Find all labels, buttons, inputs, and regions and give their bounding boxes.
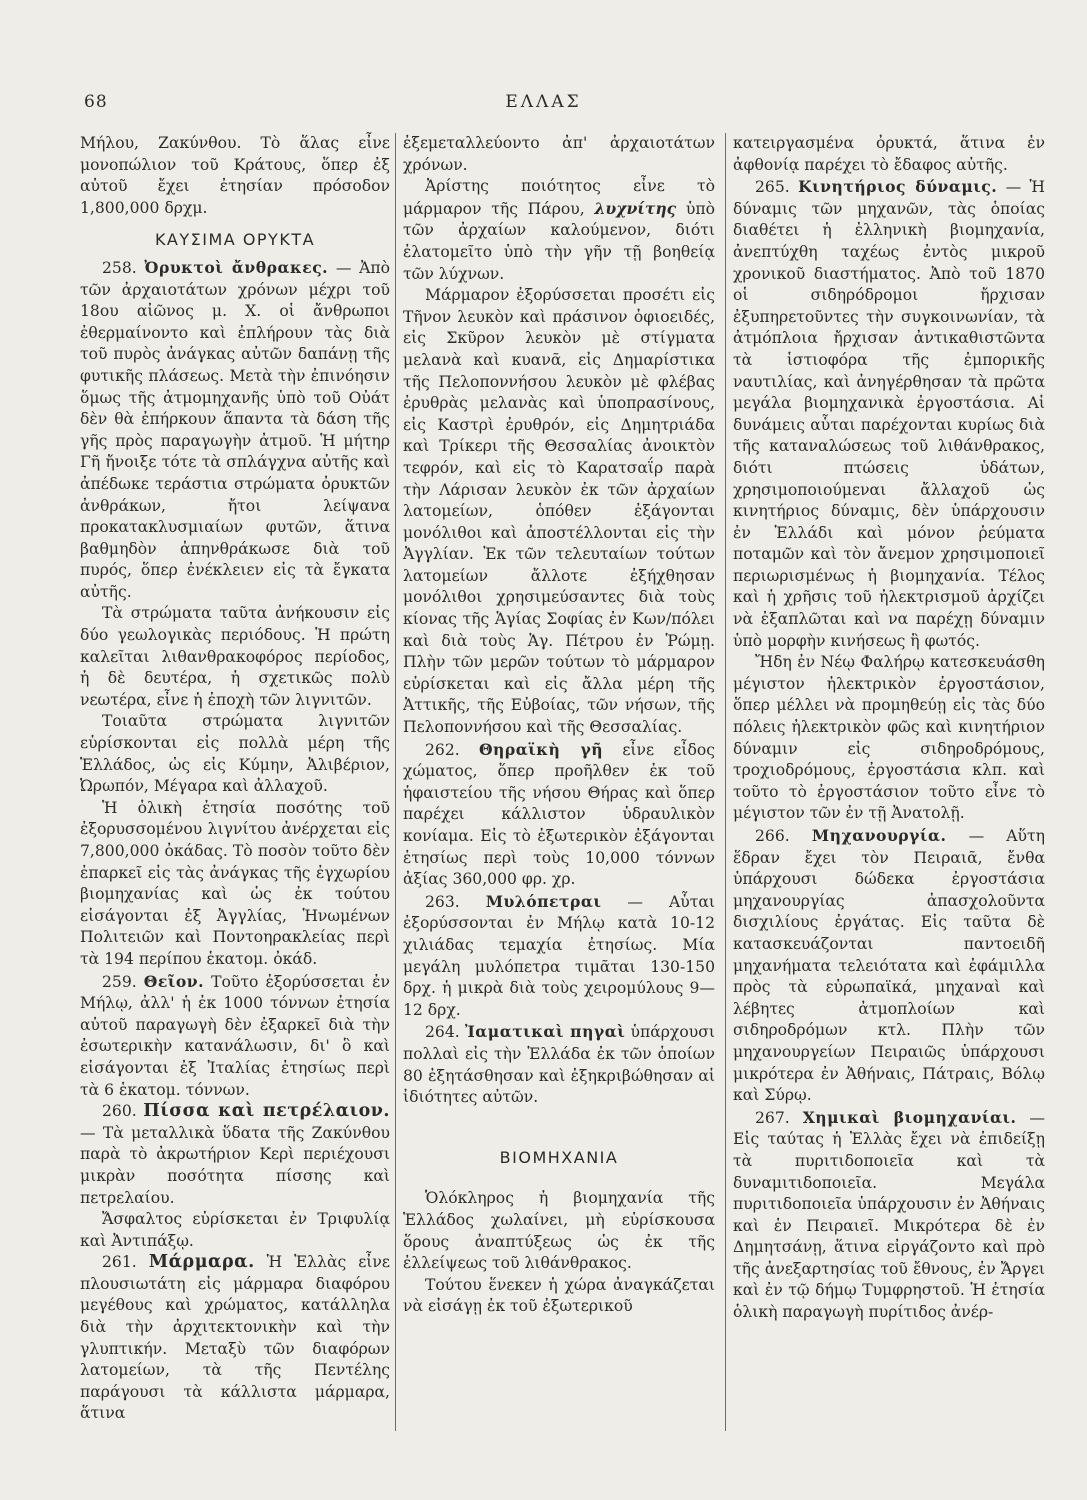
entry-heading: Μυλόπετραι [485,891,602,911]
text-run: Ἀρίστης ποιότητος εἶνε τὸ μάρμαρον τῆς Πάρου, [403,177,715,218]
entry-heading: Θεῖον. [143,971,205,991]
entry-263 [403,891,715,1022]
paragraph: Τοιαῦτα στρώματα λιγνιτῶν εὑρίσκονται εἰς πολλὰ μέρη τῆς Ἑλλάδος, ὡς εἰς Κύμην, Ἀλιβέριον, Ὠρωπόν, Μέγαρα καὶ ἀλλαχοῦ. [80,712,390,796]
entry-number: 265. [755,178,790,197]
entry-text: ὑπάρχουσι πολλαὶ εἰς τὴν Ἑλλάδα ἐκ τῶν ὁποίων 80 ἐξητάσθησαν καὶ ἐξηκριβώθησαν αἱ ἰδιότητες αὐτῶν. [403,1023,715,1107]
entry-heading: Μάρμαρα. [148,1252,255,1273]
entry-text: — Αὗται ἐξορύσσονται ἐν Μήλῳ κατὰ 10-12 χιλιάδας τεμαχία ἐτησίως. Μία μεγάλη μυλόπετρα τιμᾶται 130-150 δρχ. ἡ μικρὰ διὰ τοὺς χειρομύλους 9—12 δρχ. [403,892,715,1019]
column-right [733,133,1045,1324]
entry-text: — Ἀπὸ τῶν ἀρχαιοτάτων χρόνων μέχρι τοῦ 18ου αἰῶνος μ. Χ. οἱ ἄνθρωποι ἐθερμαίνοντο καὶ ἐπλήρουν τὰς διὰ τοῦ πυρὸς ἀνάγκας αὐτῶν δαπάνῃ τῆς φυτικῆς πλάσεως. Μετὰ τὴν ἐπινόησιν ὅμως τῆς ἀτμομηχανῆς ὑπὸ τοῦ Οὐάτ δὲν θὰ ἐπήρκουν ἅπαντα τὰ δάση τῆς γῆς πρὸς παραγωγὴν ἀτμοῦ. Ἡ μήτηρ Γῆ ἤνοιξε τότε τὰ σπλάγχνα αὐτῆς καὶ ἀπέδωκε τεράστια στρώματα ὀρυκτῶν ἀνθράκων, ἤτοι λείψανα προκατακλυσμιαίων φυτῶν, ἅτινα βαθμηδὸν ἀπηνθράκωσε διὰ τοῦ πυρός, ὅπερ ἐνέκλειεν εἰς τὰ ἔγκατα αὐτῆς. [80,258,390,601]
entry-number: 263. [425,892,460,911]
entry-265 [733,176,1045,652]
paragraph: Ἡ ὁλικὴ ἐτησία ποσότης τοῦ ἐξορυσσομένου λιγνίτου ἀνέρχεται εἰς 7,800,000 ὀκάδας. Τὸ ποσὸν τοῦτο δὲν ἐπαρκεῖ εἰς τὰς ἀνάγκας τῆς ἐγχωρίου βιομηχανίας καὶ ὡς ἐκ τούτου εἰσάγονται ἐξ Ἀγγλίας, Ἡνωμένων Πολιτειῶν καὶ Ποντοηρακλείας περὶ τὰ 194 περίπου ἑκατομ. ὀκάδ. [80,798,390,968]
entry-heading: Μηχανουργία. [811,826,947,845]
column-middle [403,133,715,1318]
paragraph: Ἄσφαλτος εὑρίσκεται ἐν Τριφυλίᾳ καὶ Ἀντιπάξῳ. [80,1210,390,1250]
entry-heading: Θηραϊκὴ γῆ [478,739,604,759]
entry-heading: Ὀρυκτοὶ ἄνθρακες. [144,257,329,277]
entry-258 [80,257,390,604]
entry-260 [80,1101,390,1209]
entry-267 [733,1107,1045,1324]
entry-text: — Τὰ μεταλλικὰ ὕδατα τῆς Ζακύνθου παρὰ τὸ ἀκρωτήριον Κερὶ περιέχουσι μικρὰν ποσότητα πίσσης καὶ πετρελαίου. [80,1123,390,1207]
entry-number: 258. [102,258,137,277]
entry-text: εἶνε εἶδος χώματος, ὅπερ προῆλθεν ἐκ τοῦ ἡφαιστείου τῆς νήσου Θήρας καὶ ὅπερ παρέχει κάλλιστον ὑδραυλικὸν κονίαμα. Εἰς τὸ ἐξωτερικὸν ἐξάγονται ἐτησίως περὶ τοὺς 10,000 τόννων ἀξίας 360,000 φρ. χρ. [403,740,715,889]
paragraph [403,176,715,285]
entry-number: 264. [425,1023,460,1042]
entry-text: — Εἰς ταύτας ἡ Ἑλλὰς ἔχει νὰ ἐπιδείξῃ τὰ πυριτιδοποιεῖα καὶ τὰ δυναμιτιδοποιεῖα. Μεγάλα πυριτιδοποιεῖα ὑπάρχουσιν ἐν Ἀθήναις καὶ ἐν Πειραιεῖ. Μικρότερα δὲ ἐν Δημητσάνῃ, ἅτινα εἰργάζοντο καὶ πρὸ τῆς ἀνεξαρτησίας τοῦ ἔθνους, ἐν Ἄργει καὶ ἐν τῷ δήμῳ Τυμφρηστοῦ. Ἡ ἐτησία ὁλικὴ παραγωγὴ πυρίτιδος ἀνέρ- [733,1108,1045,1322]
paragraph: κατειργασμένα ὀρυκτά, ἅτινα ἐν ἀφθονίᾳ παρέχει τὸ ἔδαφος αὐτῆς. [733,134,1045,174]
paragraph: Τὰ στρώματα ταῦτα ἀνήκουσιν εἰς δύο γεωλογικὰς περιόδους. Ἡ πρώτη καλεῖται λιθανθρακοφόρος περίοδος, ἡ δὲ δευτέρα, ἡ σχετικῶς πολὺ νεωτέρα, εἶνε ἡ ἐποχὴ τῶν λιγνιτῶν. [80,604,390,709]
entry-text: — Αὕτη ἕδραν ἔχει τὸν Πειραιᾶ, ἔνθα ὑπάρχουσι δώδεκα ἐργοστάσια μηχανουργίας ἀπασχολοῦντα δισχιλίους ἐργάτας. Εἰς ταῦτα δὲ κατασκευάζονται παντοειδῆ μηχανήματα τελειότατα καὶ ἐφάμιλλα πρὸς τὰ εὐρωπαϊκά, μηχαναὶ καὶ λέβητες ἀτμοπλοίων καὶ σιδηροδρόμων κτλ. Πλὴν τῶν μηχανουργείων Πειραιῶς ὑπάρχουσι μικρότερα ἐν Ἀθήναις, Πάτραις, Βόλῳ καὶ Σύρῳ. [733,827,1045,1105]
entry-number: 267. [755,1108,790,1127]
entry-259 [80,971,390,1102]
entry-number: 262. [425,740,460,759]
paragraph: Μάρμαρον ἐξορύσσεται προσέτι εἰς Τῆνον λευκὸν καὶ πράσινον ὀφιοειδές, εἰς Σκῦρον λευκὸν μὲ στίγματα μελανὰ καὶ κυανᾶ, εἰς Δημαρίστικα τῆς Πελοποννήσου λευκὸν μὲ φλέβας ἐρυθρὰς μελανὰς καὶ ὑποπρασίνους, εἰς Καστρὶ ἐρυθρόν, εἰς Δημητριάδα καὶ Τρίκερι τῆς Θεσσαλίας ἀνοικτὸν τεφρόν, καὶ εἰς τὸ Καρατσαΐρ παρὰ τὴν Λάρισαν λευκὸν ἐκ τῶν ἀρχαίων λατομείων, ὁπόθεν ἐξάγονται μονόλιθοι καὶ ἀποστέλλονται εἰς τὴν Ἀγγλίαν. Ἐκ τῶν τελευταίων τούτων λατομείων ἄλλοτε ἐξήχθησαν μονόλιθοι χρησιμεύσαντες διὰ τοὺς κίονας τῆς Ἁγίας Σοφίας ἐν Κων/πόλει καὶ διὰ τοὺς Ἁγ. Πέτρου ἐν Ῥώμῃ. Πλὴν τῶν μερῶν τούτων τὸ μάρμαρον εὑρίσκεται καὶ εἰς ἄλλα μέρη τῆς Ἀττικῆς, τῆς Εὐβοίας, τῶν νήσων, τῆς Πελοποννήσου καὶ τῆς Θεσσαλίας. [403,286,715,737]
column-left [80,133,390,1425]
column-divider [725,133,726,1431]
entry-heading: Κινητήριος δύναμις. [798,177,998,197]
paragraph: Τούτου ἕνεκεν ἡ χώρα ἀναγκάζεται νὰ εἰσάγῃ ἐκ τοῦ ἐξωτερικοῦ [403,1275,715,1316]
section-title-industry: ΒΙΟΜΗΧΑΝΙΑ [499,1147,619,1167]
entry-number: 259. [102,972,137,991]
page-number: 68 [84,92,108,112]
paragraph: Ἤδη ἐν Νέῳ Φαλήρῳ κατεσκευάσθη μέγιστον ἠλεκτρικὸν ἐργοστάσιον, ὅπερ μέλλει νὰ προμηθεύῃ εἰς τὰς δύο πόλεις ἠλεκτρικὸν φῶς καὶ κινητήριον δύναμιν εἰς σιδηροδρόμους, τροχιοδρόμους, ἐργοστάσια κλπ. καὶ τοῦτο τὸ ἐργοστάσιον τοῦτο εἶνε τὸ μέγιστον τῶν ἐν τῇ Ἀνατολῇ. [733,653,1045,823]
entry-264 [403,1021,715,1108]
entry-261 [80,1252,390,1425]
running-head: ΕΛΛΑΣ [505,92,582,112]
column-divider [395,133,396,1431]
entry-number: 266. [755,827,790,845]
paragraph: Ὁλόκληρος ἡ βιομηχανία τῆς Ἑλλάδος χωλαίνει, μὴ εὑρίσκουσα ὅρους ἀναπτύξεως ὡς ἐκ τῆς ἐλλείψεως τοῦ λιθάνθρακος. [403,1189,715,1273]
entry-number: 261. [102,1253,137,1272]
entry-text: Ἡ Ἑλλὰς εἶνε πλουσιωτάτη εἰς μάρμαρα διαφόρου μεγέθους καὶ χρώματος, κατάλληλα διὰ τὴν ἀρχιτεκτονικὴν καὶ τὴν γλυπτικήν. Μεταξὺ τῶν διαφόρων λατομείων, τὰ τῆς Πεντέλης παράγουσι τὰ κάλλιστα μάρμαρα, ἅτινα [80,1253,390,1423]
entry-heading: Χημικαὶ βιομηχανίαι. [802,1107,1017,1127]
entry-heading: Πίσσα καὶ πετρέλαιον. [143,1101,390,1122]
entry-262 [403,739,715,891]
entry-text: Τοῦτο ἐξορύσσεται ἐν Μήλῳ, ἀλλ' ἡ ἐκ 1000 τόννων ἐτησία αὐτοῦ παραγωγὴ δὲν ἐξαρκεῖ διὰ τὴν ἐσωτερικὴν κατανάλωσιν, δι' ὃ καὶ εἰσάγονται ἐξ Ἰταλίας ἐτησίως περὶ τὰ 6 ἑκατομ. τόννων. [80,972,390,1099]
text-run: ὑπὸ τῶν ἀρχαίων καλούμενον, διότι ἐλατομεῖτο ὑπὸ τὴν γῆν τῇ βοηθείᾳ τῶν λύχνων. [403,199,715,283]
entry-heading: Ἰαματικαὶ πηγαὶ [464,1022,626,1042]
entry-number: 260. [102,1102,137,1121]
entry-266 [733,825,1045,1107]
paragraph: ἐξεμεταλλεύοντο ἀπ' ἀρχαιοτάτων χρόνων. [403,134,715,174]
entry-text: — Ἡ δύναμις τῶν μηχανῶν, τὰς ὁποίας διαθέτει ἡ ἑλληνικὴ βιομηχανία, ἀνεπτύχθη ταχέως ἐντὸς μικροῦ χρονικοῦ διαστήματος. Ἀπὸ τοῦ 1870 οἱ σιδηρόδρομοι ἤρχισαν ἐξυπηρετοῦντες τὴν συγκοινωνίαν, τὰ ἀτμόπλοια ἤρχισαν ἀντικαθιστῶντα τὰ ἱστιοφόρα τῆς ἐμπορικῆς ναυτιλίας, καὶ ἀνηγέρθησαν τὰ πρῶτα μεγάλα βιομηχανικὰ ἐργοστάσια. Αἱ δυνάμεις αὗται παρέχονται κυρίως διὰ τῆς καταναλώσεως τοῦ λιθάνθρακος, διότι πτώσεις ὑδάτων, χρησιμοποιούμεναι ἄλλαχοῦ ὡς κινητήριος δύναμις, δὲν ὑπάρχουσιν ἐν Ἑλλάδι καὶ μόνον ῥεύματα ποταμῶν καὶ τὸν ἄνεμον χρησιμοποιεῖ περιωρισμένως ἡ βιομηχανία. Τέλος καὶ ἡ χρῆσις τοῦ ἠλεκτρισμοῦ ἀρχίζει νὰ ἐξαπλῶται καὶ να παρέχῃ δύναμιν ὑπὸ μορφὴν κινήσεως ἢ φωτός. [733,178,1045,650]
section-title-fuels: ΚΑΥΣΙΜΑ ΟΡΥΚΤΑ [154,230,316,250]
emphasis: λυχνίτης [594,198,677,218]
paragraph: Μήλου, Ζακύνθου. Τὸ ἅλας εἶνε μονοπώλιον τοῦ Κράτους, ὅπερ ἐξ αὐτοῦ ἔχει ἐτησίαν πρόσοδον 1,800,000 δρχμ. [80,134,390,217]
